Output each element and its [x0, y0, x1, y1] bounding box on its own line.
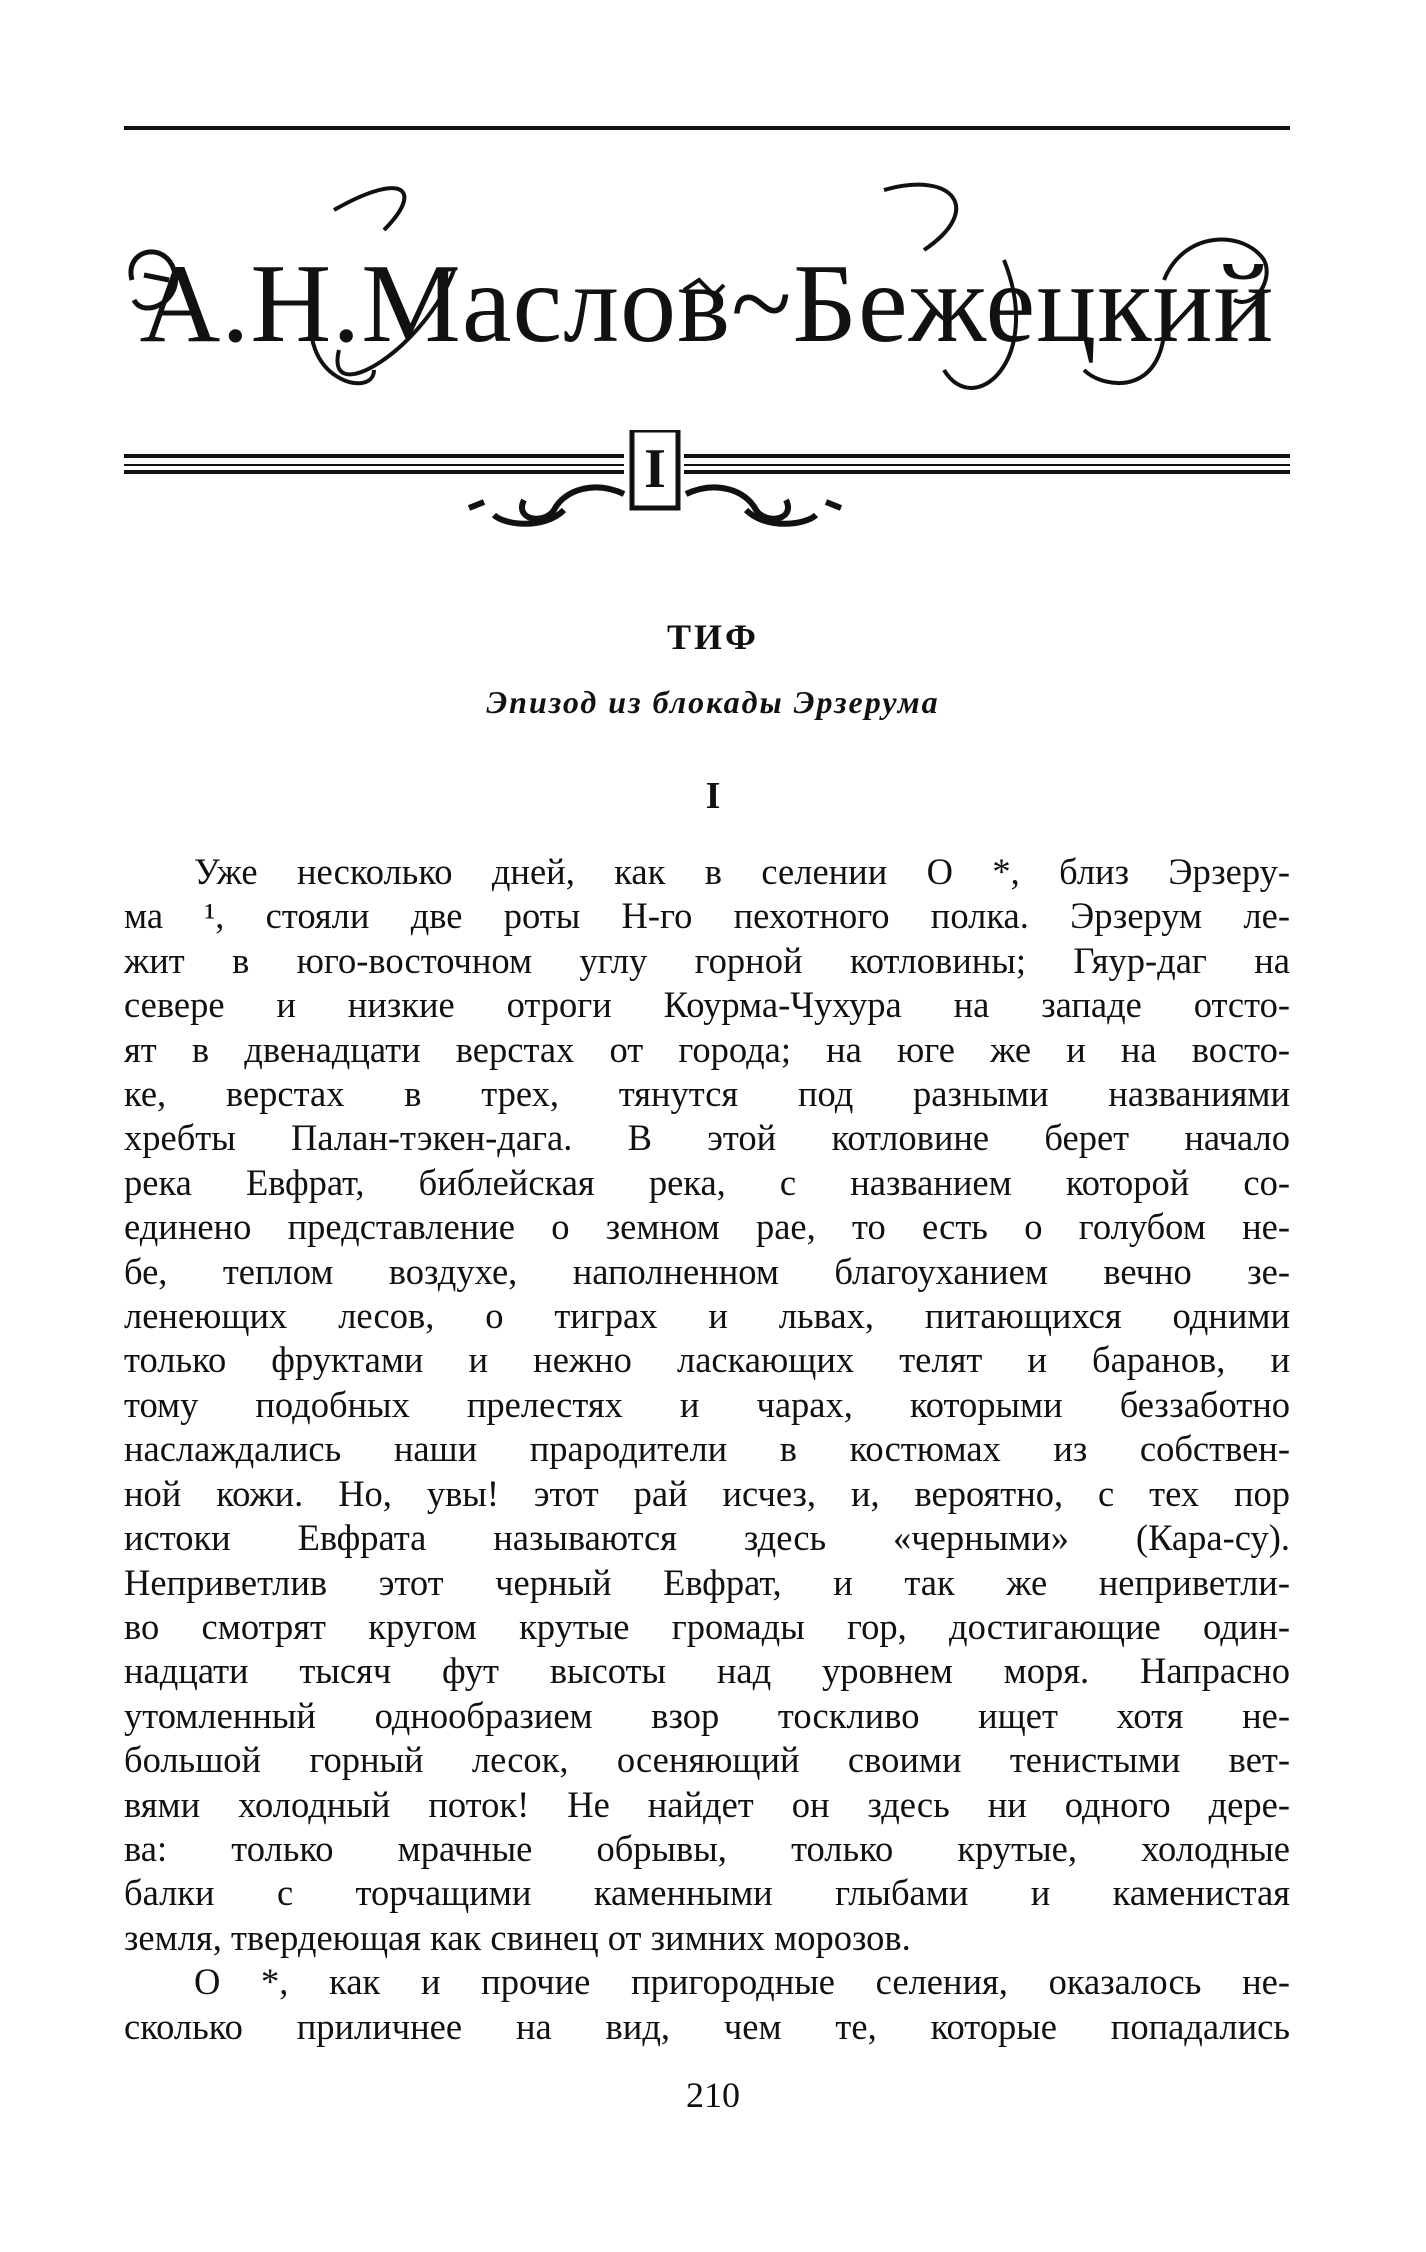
text-line: только фруктами и нежно ласкающих телят и баранов, и: [124, 1339, 1290, 1381]
text-line: вями холодный поток! Не найдет он здесь ни одного дере-: [124, 1783, 1290, 1825]
text-line: севере и низкие отроги Коурма-Чухура на западе отсто-: [124, 984, 1290, 1026]
text-line: бе, теплом воздухе, наполненном благоуханием вечно зе-: [124, 1250, 1290, 1292]
ornamental-divider: [124, 430, 1290, 540]
text-line: земля, твердеющая как свинец от зимних морозов.: [124, 1916, 911, 1958]
text-line: хребты Палан-тэкен-дага. В этой котловине берет начало: [124, 1117, 1290, 1159]
chapter-number: I: [705, 775, 721, 817]
story-subtitle: Эпизод из блокады Эрзерума: [486, 684, 940, 720]
author-name: А.Н.Маслов~Бежецкий: [139, 242, 1275, 366]
text-line: ят в двенадцати верстах от города; на юге же и на восто-: [124, 1028, 1290, 1070]
author-title-block: [124, 170, 1290, 410]
text-line: утомленный однообразием взор тоскливо ищет хотя не-: [124, 1694, 1290, 1736]
text-line: Неприветлив этот черный Евфрат, и так же неприветли-: [124, 1561, 1290, 1603]
ornament-center-mark: I: [644, 438, 666, 500]
text-line: сколько приличнее на вид, чем те, которые попадались: [124, 2005, 1290, 2047]
text-line: ной кожи. Но, увы! этот рай исчез, и, вероятно, с тех пор: [124, 1472, 1290, 1514]
page-number: 210: [686, 2075, 740, 2115]
text-line: Уже несколько дней, как в селении О *, близ Эрзеру-: [194, 851, 1290, 892]
text-line: О *, как и прочие пригородные селения, оказалось не-: [194, 1961, 1290, 2003]
text-line: истоки Евфрата называются здесь «черными» (Кара-су).: [124, 1517, 1290, 1559]
text-line: река Евфрат, библейская река, с названием которой со-: [124, 1161, 1290, 1203]
story-title: ТИФ: [667, 617, 759, 657]
text-line: во смотрят кругом крутые громады гор, достигающие один-: [124, 1605, 1290, 1647]
text-line: балки с торчащими каменными глыбами и каменистая: [124, 1872, 1290, 1914]
text-line: жит в юго-восточном углу горной котловины; Гяур-даг на: [124, 939, 1290, 981]
text-line: ма ¹, стояли две роты Н-го пехотного полка. Эрзерум ле-: [124, 895, 1290, 937]
text-line: единено представление о земном рае, то есть о голубом не-: [124, 1206, 1290, 1248]
text-line: большой горный лесок, осеняющий своими тенистыми вет-: [124, 1739, 1290, 1781]
text-line: надцати тысяч фут высоты над уровнем моря. Напрасно: [124, 1650, 1290, 1692]
text-line: наслаждались наши прародители в костюмах из собствен-: [124, 1428, 1290, 1470]
text-line: тому подобных прелестях и чарах, которыми беззаботно: [124, 1383, 1290, 1425]
text-line: ва: только мрачные обрывы, только крутые, холодные: [124, 1827, 1290, 1869]
top-rule: [124, 126, 1290, 130]
text-line: ке, верстах в трех, тянутся под разными названиями: [124, 1073, 1290, 1115]
text-line: ленеющих лесов, о тиграх и львах, питающихся одними: [124, 1295, 1290, 1337]
body-text: [124, 850, 1290, 2049]
